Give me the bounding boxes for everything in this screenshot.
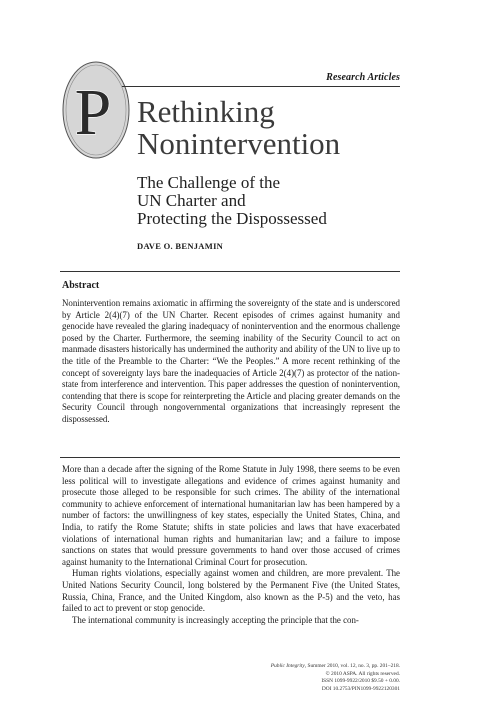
header-rule: [122, 86, 400, 87]
subtitle-line: Protecting the Dispossessed: [137, 209, 327, 228]
issue-info: , Summer 2010, vol. 12, no. 3, pp. 201–218.: [304, 663, 400, 669]
copyright-line: © 2010 ASPA. All rights reserved.: [325, 670, 400, 677]
body-paragraph: The international community is increasingly accepting the principle that the con-: [72, 614, 359, 625]
article-body: [62, 464, 400, 626]
citation-footer: [271, 663, 400, 693]
subtitle-line: UN Charter and: [137, 191, 246, 210]
title-line-2: Nonintervention: [137, 126, 341, 161]
article-subtitle: [137, 174, 327, 228]
section-label: Research Articles: [326, 72, 400, 83]
issn-line: ISSN 1099-9922/2010 $9.50 + 0.00.: [321, 678, 400, 685]
abstract-bottom-rule: [60, 457, 400, 458]
abstract-text: Nonintervention remains axiomatic in affirming the sovereignty of the state and is underscored by Article 2(4)(7) of the UN Charter. Recent episodes of crimes against humanity and genocide have revealed the glaring inadequacy of nonintervention and the enormous challenge posed by the Charter. Furthermore, the seeming inability of the Security Council to act on manmade disasters historically has undermined the authority and ability of the UN to live up to the title of the Preamble to the Charter: “We the Peoples.” A more recent rethinking of the concept of sovereignty lays bare the inadequacies of Article 2(4)(7) as protector of the nation-state from interference and intervention. This paper addresses the question of nonintervention, contending that there is scope for reinterpreting the Article and placing greater demands on the Security Council through nongovernmental organizations that increasingly represent the dispossessed.: [62, 298, 400, 424]
subtitle-line: The Challenge of the: [137, 173, 281, 192]
abstract-top-rule: [60, 271, 400, 272]
author-name: DAVE O. BENJAMIN: [137, 241, 224, 251]
title-line-1: Rethinking: [137, 94, 275, 129]
body-paragraph: Human rights violations, especially against women and children, are more prevalent. The United Nations Security Council, long bolstered by the Permanent Five (the United States, Russia, China, France, and the United Kingdom, also known as the P-5) and the veto, has failed to act to prevent or stop genocide.: [62, 568, 400, 614]
journal-name: Public Integrity: [270, 663, 305, 669]
doi-line: DOI 10.2753/PIN1099-9922120301: [321, 685, 400, 692]
body-paragraph: More than a decade after the signing of the Rome Statute in July 1998, there seems to be even less political will to investigate allegations and evidence of crimes against humanity and prosecute those alleged to be responsible for such crimes. The ability of the international community to achieve enforcement of international humanitarian law has been hampered by a number of factors: the unwillingness of key states, especially the United States, China, and India, to ratify the Rome Statute; shifts in state policies and laws that have exacerbated violations of international human rights and humanitarian law; and a failure to impose sanctions on states that would pressure governments to hand over those accused of crimes against humanity to the International Criminal Court for prosecution.: [62, 464, 400, 567]
citation-line: [271, 663, 400, 671]
emblem-letter: P: [74, 76, 112, 149]
abstract-heading: Abstract: [62, 280, 100, 291]
article-title: [137, 96, 340, 160]
